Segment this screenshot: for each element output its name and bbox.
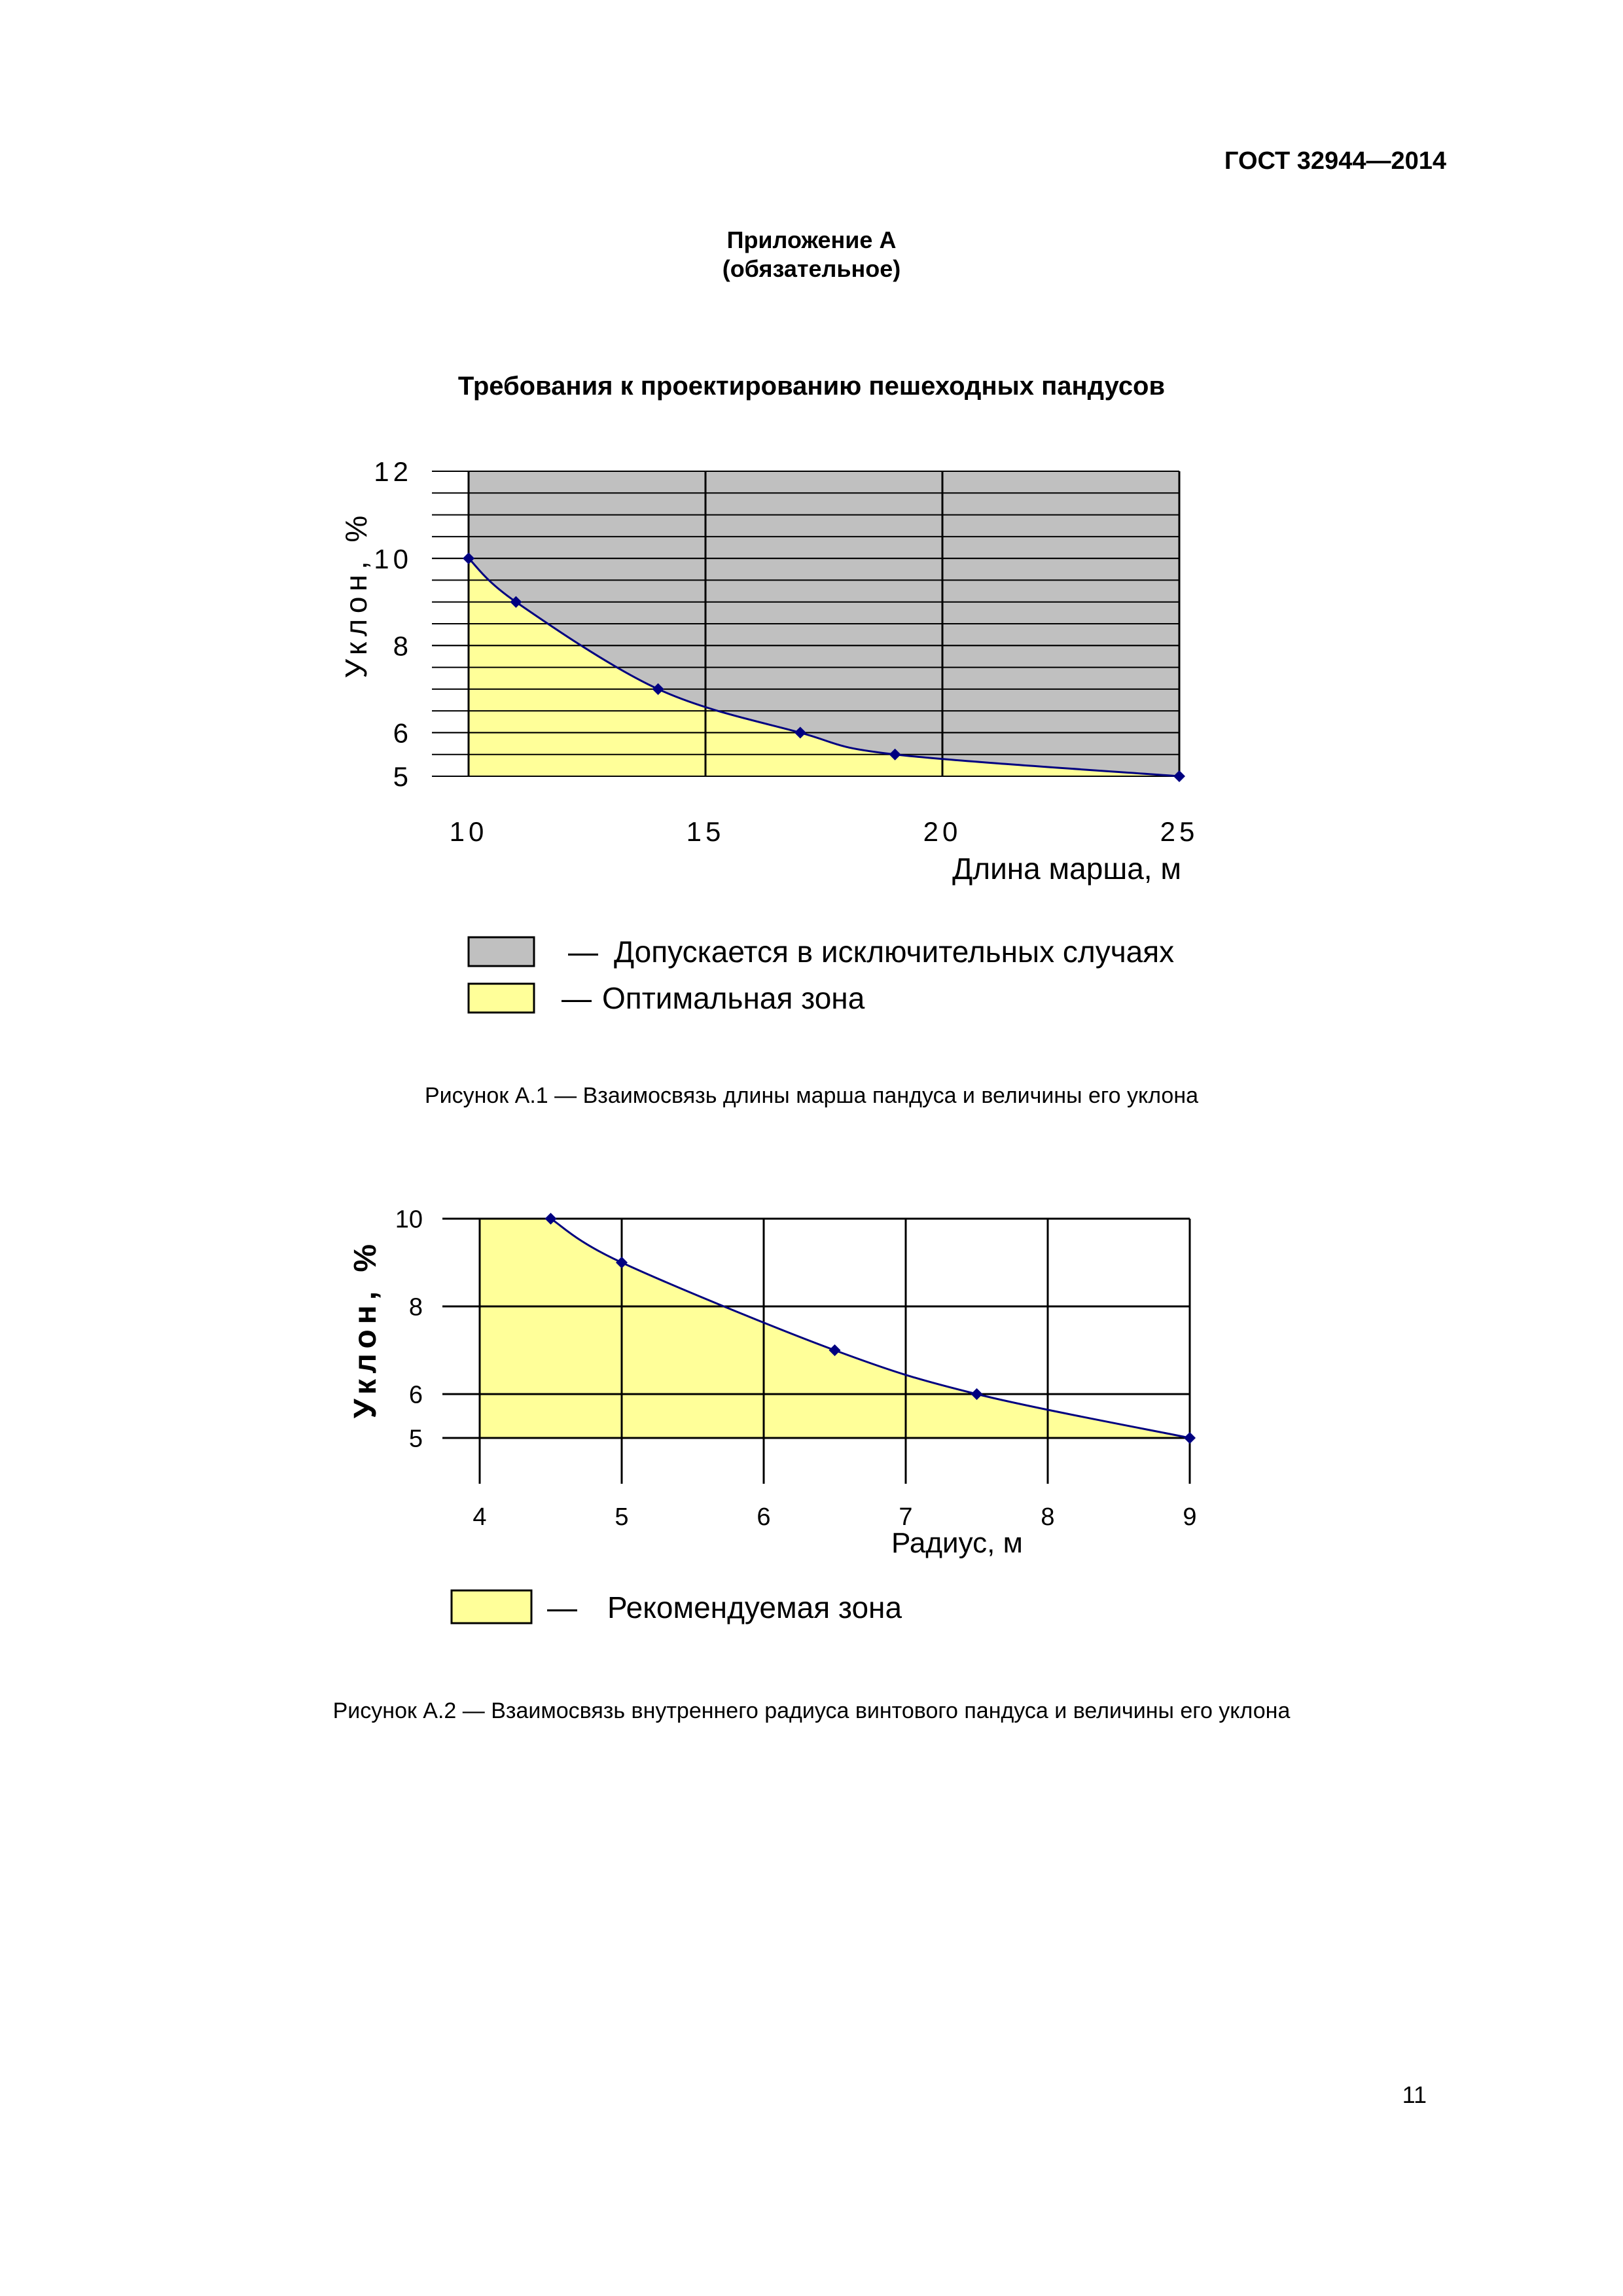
y-axis-label: Уклон, %: [348, 1238, 383, 1419]
y-tick-label: 10: [395, 1206, 423, 1234]
figure-1-chart: [0, 419, 1623, 1047]
y-tick-label: 6: [393, 717, 412, 749]
figure-2-chart: [0, 1172, 1623, 1630]
y-tick-label: 8: [408, 1293, 423, 1321]
x-tick-label: 8: [1041, 1503, 1055, 1531]
x-tick-label: 9: [1183, 1503, 1197, 1531]
legend-swatch-recommended: [452, 1590, 531, 1623]
standard-number: ГОСТ 32944—2014: [1224, 147, 1446, 175]
y-tick-label: 6: [408, 1381, 423, 1409]
legend-dash: —: [562, 981, 592, 1015]
y-tick-label: 5: [393, 761, 412, 793]
recommended-zone-fill: [480, 1219, 1190, 1438]
legend-swatch-exceptional: [469, 937, 534, 966]
legend-dash: —: [568, 935, 598, 969]
x-tick-label: 7: [899, 1503, 913, 1531]
x-tick-label: 10: [449, 816, 488, 847]
data-point: [1184, 1432, 1196, 1444]
legend-dash: —: [547, 1590, 577, 1624]
appendix-title: Приложение А: [726, 226, 897, 253]
x-tick-label: 25: [1160, 816, 1199, 847]
zone-area: [480, 1219, 1190, 1438]
y-tick-label: 5: [408, 1425, 423, 1453]
figure-2-caption: Рисунок А.2 — Взаимосвязь внутреннего радиуса винтового пандуса и величины его уклона: [332, 1698, 1291, 1723]
figure-1-caption: Рисунок А.1 — Взаимосвязь длины марша пандуса и величины его уклона: [424, 1083, 1199, 1108]
x-tick-label: 15: [686, 816, 725, 847]
x-tick-label: 6: [757, 1503, 771, 1531]
appendix-status: (обязательное): [722, 255, 901, 282]
x-tick-label: 5: [615, 1503, 629, 1531]
page-number: 11: [1402, 2081, 1427, 2108]
y-tick-label: 10: [374, 543, 412, 575]
section-title: Требования к проектированию пешеходных пандусов: [457, 372, 1166, 401]
y-tick-label: 12: [374, 456, 412, 488]
x-axis-label: Длина марша, м: [952, 852, 1181, 886]
legend-label-exceptional: Допускается в исключительных случаях: [614, 935, 1175, 969]
legend-label-optimal: Оптимальная зона: [602, 981, 865, 1015]
y-tick-label: 8: [393, 630, 412, 662]
x-axis-label: Радиус, м: [891, 1527, 1023, 1559]
legend-swatch-optimal: [469, 984, 534, 1013]
y-axis-label: Уклон, %: [339, 510, 373, 679]
appendix-heading: [0, 226, 1623, 283]
x-tick-label: 4: [473, 1503, 487, 1531]
legend-label-recommended: Рекомендуемая зона: [607, 1590, 902, 1624]
x-tick-label: 20: [923, 816, 962, 847]
